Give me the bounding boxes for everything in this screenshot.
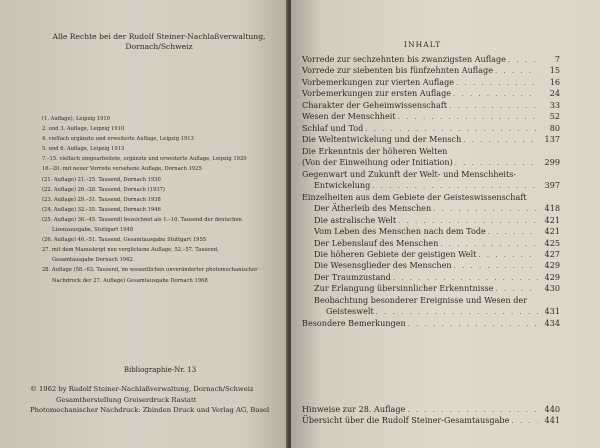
toc-page: 425 [544,237,560,248]
toc-page: 421 [544,226,560,237]
toc-title: Der Traumzustand [314,271,391,282]
rights-line: Dornach/Schweiz [125,42,193,51]
copyright-line: © 1962 by Rudolf Steiner-Nachlaßverwaltung, Dornach/Schweiz [30,385,254,393]
toc-title: Die Wesensglieder des Menschen [314,260,452,271]
toc-leader [405,406,538,414]
toc-entry [302,111,560,122]
toc-leader [438,240,538,248]
toc-leader [391,274,538,282]
edition-line: 16.–20. mit neuer Vorrede versehene Auflage, Dornach 1925 [42,166,202,173]
toc-title: Die höheren Gebiete der geistigen Welt [314,248,477,259]
toc-title: Die astralische Welt [314,214,397,225]
toc-title: Besondere Bemerkungen [302,317,406,328]
edition-line: (25. Auflage) 36.–45. Tausend) bezeichnet als 1.–10. Tausend der deutschen [42,216,242,223]
rights-notice [44,32,274,52]
toc-entry [302,77,560,88]
toc-entry [302,283,560,294]
left-page [0,0,288,448]
toc-entry [302,192,560,203]
toc-leader [493,285,538,293]
toc-page: 24 [549,88,560,99]
reprint-line: Photomechanischer Nachdruck: Zbinden Druck und Verlag AG, Basel [30,406,270,415]
toc-page: 299 [544,157,560,168]
edition-line: (21. Auflage) 21.–25. Tausend, Dornach 1930 [42,176,161,183]
edition-line: 5. und 6. Auflage, Leipzig 1913 [42,146,125,153]
toc-title: Charakter der Geheimwissenschaft [302,99,448,110]
contents-title: INHALT [404,40,442,49]
toc-leader [493,67,538,75]
toc-entry [302,88,560,99]
toc-page: 440 [544,404,560,414]
toc-leader [476,251,538,259]
edition-line: 2. und 3. Auflage, Leipzig 1910 [42,126,125,133]
toc-entry [302,65,560,76]
toc-title: Einzelheiten aus dem Gebiete der Geisteswissenschaft [302,191,527,202]
toc-entry [302,54,560,65]
edition-line: 4. vielfach ergänzte und erweiterte Auflage, Leipzig 1913 [42,136,194,143]
toc-entry [302,180,560,191]
toc-entry [302,203,560,214]
toc-page: 434 [544,317,560,328]
edition-line: Gesamtausgabe Dornach 1962 [52,257,133,264]
edition-line: Nachdruck der 27. Auflage) Gesamtausgabe Dornach 1968 [52,277,208,284]
toc-entry [302,249,560,260]
edition-line: Lizenzausgabe, Stuttgart 1948 [52,227,134,234]
toc-leader [454,79,538,87]
toc-leader [406,320,538,328]
toc-leader [370,182,538,190]
toc-title: Vorrede zur siebenten bis fünfzehnten Auflage [302,65,493,76]
toc-page: 441 [544,415,560,426]
toc-title: Übersicht über die Rudolf Steiner-Gesamtausgabe [302,415,510,426]
table-of-contents-appendix [302,404,560,427]
toc-entry [302,272,560,283]
toc-entry [302,215,560,226]
toc-page: 431 [544,306,560,317]
toc-title: Zur Erlangung übersinnlicher Erkenntnisse [314,283,494,294]
toc-leader [452,262,538,270]
toc-title: Hinweise zur 28. Auflage [302,404,406,414]
toc-page: 137 [544,134,560,145]
toc-leader [363,125,538,133]
toc-title: Der Ätherleib des Menschen [314,203,432,214]
toc-entry [302,404,560,415]
toc-title: Geisteswelt [326,306,374,317]
toc-page: 430 [544,283,560,294]
toc-entry [302,260,560,271]
toc-entry [302,306,560,317]
edition-history [42,114,274,286]
toc-page: 33 [549,99,560,110]
edition-line: 7.–15. vielfach umgearbeitete, ergänzte und erweiterte Auflage, Leipzig 1920 [42,156,247,163]
toc-page: 397 [544,180,560,191]
toc-title: Vom Leben des Menschen nach dem Tode [314,226,486,237]
edition-line: (26. Auflage) 46.–51. Tausend, Gesamtausgabe Stuttgart 1955 [42,237,207,244]
toc-title: (Von der Einweihung oder Initiation) [302,157,453,168]
toc-leader [461,136,538,144]
toc-page: 421 [544,214,560,225]
toc-leader [396,113,538,121]
toc-entry [302,415,560,426]
edition-line: (22. Auflage) 26.–28. Tausend, Dornach (1937) [42,186,165,193]
toc-entry [302,169,560,180]
edition-line: 28. Auflage (58.–63. Tausend, im wesentlichen unveränderter photomechanischer [42,267,258,274]
toc-page: 429 [544,271,560,282]
toc-page: 15 [549,65,560,76]
toc-title: Schlaf und Tod [302,122,364,133]
bibliography-number: Bibliographie-Nr. 13 [123,366,197,374]
toc-leader [509,417,538,425]
toc-leader [374,308,538,316]
toc-entry [302,318,560,329]
toc-entry [302,123,560,134]
edition-line: (1. Auflage), Leipzig 1910 [42,116,111,122]
toc-leader [451,90,538,98]
toc-page: 7 [554,54,560,64]
toc-leader [431,205,538,213]
toc-leader [447,102,538,110]
printer-line: Gesamtherstellung Greiserdruck Rastatt [56,395,197,404]
toc-title: Die Weltentwickelung und der Mensch [302,134,462,145]
toc-entry [302,146,560,157]
toc-title: Gegenwart und Zukunft der Welt- und Menschheits- [302,168,517,179]
toc-title: Vorbemerkungen zur ersten Auflage [302,88,452,99]
edition-line: (24. Auflage) 32.–35. Tausend, Dornach 1946 [42,206,161,213]
toc-leader [396,217,538,225]
toc-title: Vorrede zur sechzehnten bis zwanzigsten Auflage [302,54,506,64]
toc-page: 16 [549,76,560,87]
toc-title: Der Lebenslauf des Menschen [314,237,439,248]
table-of-contents [302,54,560,329]
edition-line: 27. mit dem Manuskript neu verglichene Auflage, 52.–57. Tausend, [42,247,219,254]
toc-page: 52 [549,111,560,122]
toc-entry [302,100,560,111]
toc-title: Die Erkenntnis der höheren Welten [302,145,448,156]
toc-entry [302,226,560,237]
toc-page: 427 [544,248,560,259]
toc-leader [453,159,538,167]
toc-page: 80 [549,122,560,133]
edition-line: (23. Auflage) 29.–31. Tausend, Dornach 1938 [42,196,161,203]
toc-entry [302,295,560,306]
toc-title: Beobachtung besonderer Ereignisse und Wesen der [314,294,528,305]
toc-entry [302,157,560,168]
toc-page: 418 [544,203,560,214]
toc-title: Vorbemerkungen zur vierten Auflage [302,76,455,87]
toc-page: 429 [544,260,560,271]
toc-leader [506,56,538,64]
toc-title: Wesen der Menschheit [302,111,396,122]
rights-line: Alle Rechte bei der Rudolf Steiner-Nachlaßverwaltung, [52,32,266,41]
toc-title: Entwickelung [314,180,371,191]
toc-entry [302,238,560,249]
toc-entry [302,134,560,145]
copyright-block [30,384,286,416]
toc-leader [486,228,538,236]
